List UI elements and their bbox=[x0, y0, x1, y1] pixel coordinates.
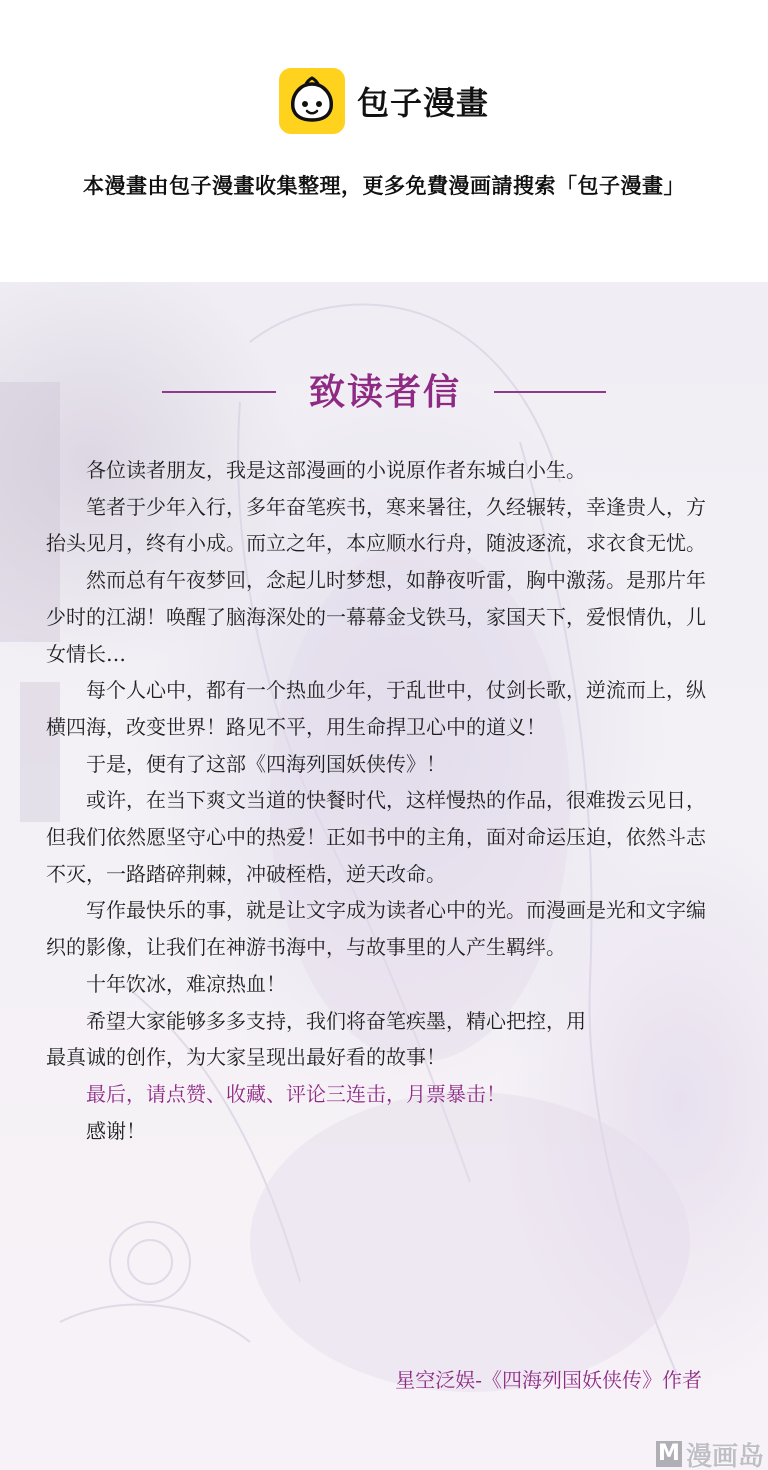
letter-body bbox=[46, 452, 710, 1149]
paragraph: 感谢！ bbox=[86, 1118, 146, 1143]
paragraph: 或许，在当下爽文当道的快餐时代，这样慢热的作品，很难拨云见日，但我们依然愿坚守心中的热爱！正如书中的主角，面对命运压迫，依然斗志不灭，一路踏碎荆棘，冲破桎梏，逆天改命。 bbox=[46, 788, 706, 886]
letter-signature: 星空泛娱-《四海列国妖侠传》作者 bbox=[395, 1368, 702, 1392]
title-divider-left bbox=[162, 391, 276, 393]
logo-text: 包子漫畫 bbox=[356, 84, 489, 122]
bun-mascot-icon bbox=[279, 68, 345, 134]
call-to-action: 最后，请点赞、收藏、评论三连击，月票暴击！ bbox=[86, 1081, 506, 1106]
paragraph: 然而总有午夜梦回，念起儿时梦想，如静夜听雷，胸中激荡。是那片年少时的江湖！唤醒了脑海深处的一幕幕金戈铁马，家国天下，爱恨情仇，儿女情长… bbox=[46, 568, 706, 666]
watermark-text: 漫画岛 bbox=[685, 1441, 764, 1470]
paragraph: 写作最快乐的事，就是让文字成为读者心中的光。而漫画是光和文字编织的影像，让我们在神游书海中，与故事里的人产生羁绊。 bbox=[46, 898, 706, 960]
paragraph: 各位读者朋友，我是这部漫画的小说原作者东城白小生。 bbox=[86, 458, 586, 482]
logo[interactable] bbox=[0, 68, 768, 134]
paragraph: 最真诚的创作，为大家呈现出最好看的故事！ bbox=[46, 1045, 446, 1070]
title-divider-right bbox=[494, 391, 606, 393]
source-notice: 本漫畫由包子漫畫收集整理，更多免費漫画請搜索「包子漫畫」 bbox=[83, 174, 685, 198]
paragraph: 笔者于少年入行，多年奋笔疾书，寒来暑往，久经辗转，幸逢贵人，方抬头见月，终有小成。而立之年，本应顺水行舟，随波逐流，求衣食无忧。 bbox=[46, 494, 706, 556]
paragraph: 希望大家能够多多支持，我们将奋笔疾墨，精心把控，用 bbox=[86, 1008, 586, 1033]
watermark-logo-icon: M bbox=[656, 1441, 682, 1467]
watermark bbox=[584, 1438, 768, 1470]
letter-title-row bbox=[0, 364, 768, 424]
paragraph: 每个人心中，都有一个热血少年，于乱世中，仗剑长歌，逆流而上，纵横四海，改变世界！路见不平，用生命捍卫心中的道义！ bbox=[46, 678, 706, 739]
site-header bbox=[0, 0, 768, 282]
paragraph: 于是，便有了这部《四海列国妖侠传》！ bbox=[86, 751, 446, 776]
letter-title: 致读者信 bbox=[308, 371, 461, 413]
reader-letter bbox=[0, 282, 768, 1470]
paragraph: 十年饮冰，难凉热血！ bbox=[86, 971, 286, 996]
